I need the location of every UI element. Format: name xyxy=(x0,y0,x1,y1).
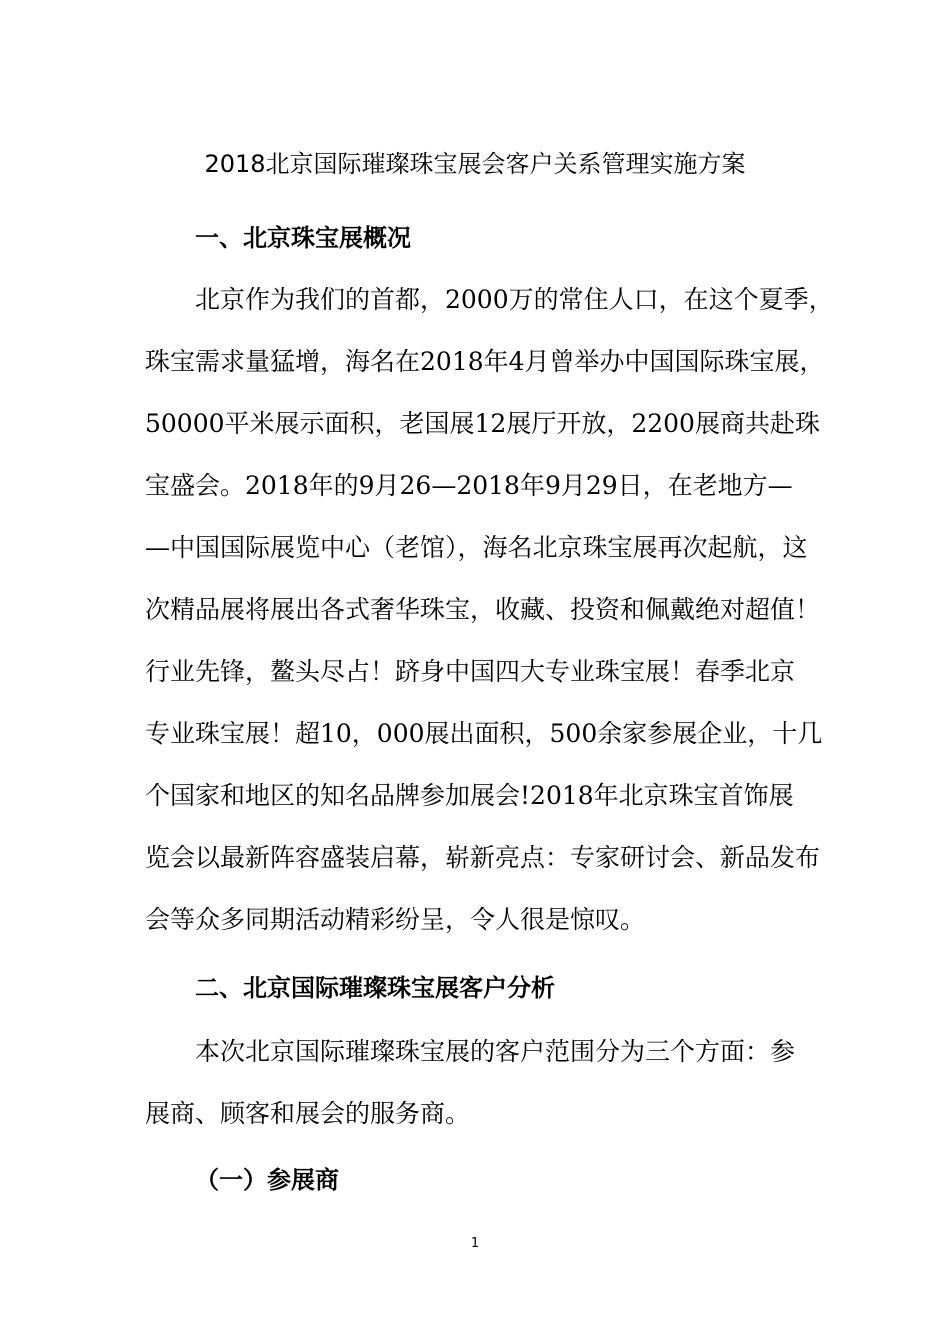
paragraph-line: 宝盛会。2018年的9月26—2018年9月29日，在老地方— xyxy=(145,471,793,500)
paragraph-line: 本次北京国际璀璨珠宝展的客户范围分为三个方面：参 xyxy=(195,1037,796,1066)
paragraph-line: 50000平米展示面积，老国展12展厅开放，2200展商共赴珠 xyxy=(145,409,820,438)
paragraph-line: —中国国际展览中心（老馆），海名北京珠宝展再次起航，这 xyxy=(145,533,808,562)
paragraph-line: 珠宝需求量猛增，海名在2018年4月曾举办中国国际珠宝展， xyxy=(145,347,825,376)
document-title: 2018北京国际璀璨珠宝展会客户关系管理实施方案 xyxy=(204,150,746,178)
paragraph-line: 次精品展将展出各式奢华珠宝，收藏、投资和佩戴绝对超值！ xyxy=(145,595,821,624)
paragraph-line: 专业珠宝展！超10，000展出面积，500余家参展企业，十几 xyxy=(145,719,823,748)
paragraph-line: 展商、顾客和展会的服务商。 xyxy=(145,1099,471,1128)
page-number: 1 xyxy=(470,1236,480,1251)
section-heading-overview: 一、北京珠宝展概况 xyxy=(195,224,411,252)
paragraph-line: 会等众多同期活动精彩纷呈，令人很是惊叹。 xyxy=(145,905,646,934)
paragraph-line: 览会以最新阵容盛装启幕，崭新亮点：专家研讨会、新品发布 xyxy=(145,843,821,872)
paragraph-line: 个国家和地区的知名品牌参加展会!2018年北京珠宝首饰展 xyxy=(145,781,794,810)
paragraph-line: 行业先锋，鳌头尽占！跻身中国四大专业珠宝展！春季北京 xyxy=(145,657,796,686)
paragraph-line: 北京作为我们的首都，2000万的常住人口，在这个夏季， xyxy=(195,285,834,314)
section-heading-customer-analysis: 二、北京国际璀璨珠宝展客户分析 xyxy=(195,974,555,1002)
subsection-heading-exhibitors: （一）参展商 xyxy=(195,1166,339,1194)
